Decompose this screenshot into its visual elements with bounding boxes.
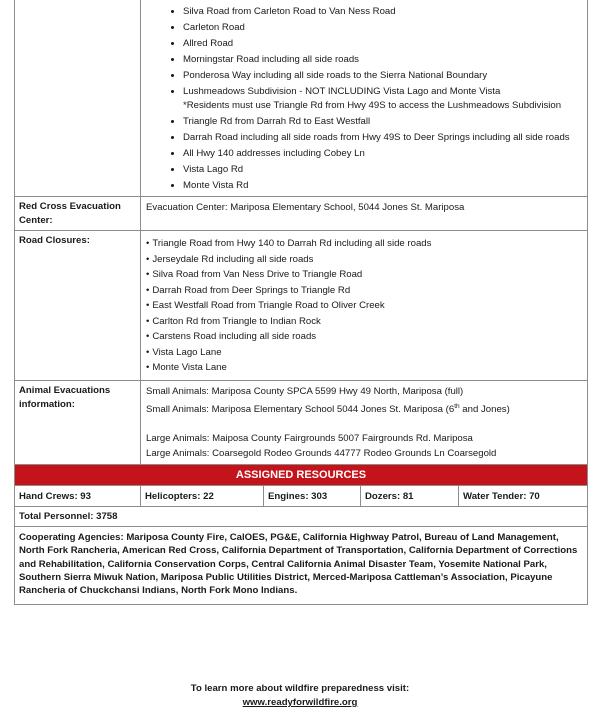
- list-item: • Carlton Rd from Triangle to Indian Rock: [146, 314, 583, 330]
- dozers: Dozers: 81: [361, 486, 459, 506]
- small-animals-school-text: Small Animals: Mariposa Elementary School 5044 Jones St. Mariposa (6: [146, 403, 455, 415]
- fire-incident-page: [14, 0, 588, 605]
- lushmeadows-text: • Lushmeadows Subdivision - NOT INCLUDING Vista Lago and Monte Vista: [183, 86, 501, 97]
- animal-evacuations-row: [15, 381, 587, 465]
- incident-table: [14, 0, 588, 605]
- road-closures-label: Road Closures:: [15, 231, 141, 380]
- evacuation-areas-list: [141, 0, 587, 196]
- list-item: • Allred Road: [183, 36, 587, 52]
- residents-note: *Residents must use Triangle Rd from Hwy 49S to access the Lushmeadows Subdivision: [183, 100, 562, 111]
- total-personnel: Total Personnel: 3758: [15, 507, 587, 527]
- small-animals-school: [146, 399, 583, 417]
- list-item: • Silva Road from Van Ness Drive to Triangle Road: [146, 267, 583, 283]
- list-item: • All Hwy 140 addresses including Cobey Ln: [183, 146, 587, 162]
- small-animals-school-end: and Jones): [459, 403, 510, 415]
- list-item: • Triangle Rd from Darrah Rd to East Westfall: [183, 114, 587, 130]
- list-item: • Carleton Road: [183, 20, 587, 36]
- red-cross-label: Red Cross Evacuation Center:: [15, 197, 141, 230]
- list-item: • Monte Vista Rd: [183, 178, 587, 194]
- cooperating-agencies: Cooperating Agencies: Mariposa County Fire, CalOES, PG&E, California Highway Patrol, Bureau of Land Management, North Fork Rancheria, American Red Cross, California Department of Transportation, California Department of Corrections and Rehabilitation, California Conservation Corps, Central California Animal Disaster Team, Yosemite National Park, Southern Sierra Miwuk Nation, Mariposa Public Utilities District, Merced-Mariposa Cattleman’s Association, Picayune Rancheria of Chuckchansi Indians, North Fork Mono Indians.: [15, 527, 587, 605]
- road-closures-list: [146, 234, 583, 378]
- evacuation-areas-row: [15, 0, 587, 197]
- list-item: • Darrah Road from Deer Springs to Triangle Rd: [146, 283, 583, 299]
- footer: [0, 682, 600, 710]
- list-item: • Triangle Road from Hwy 140 to Darrah Rd including all side roads: [146, 236, 583, 252]
- footer-text: To learn more about wildfire preparedness visit:: [190, 683, 410, 694]
- large-animals-fairgrounds: Large Animals: Maiposa County Fairgrounds 5007 Fairgrounds Rd. Mariposa: [146, 432, 473, 444]
- footer-link[interactable]: www.readyforwildfire.org: [242, 697, 358, 708]
- list-item: • Ponderosa Way including all side roads to the Sierra National Boundary: [183, 68, 587, 84]
- list-item: • Vista Lago Rd: [183, 162, 587, 178]
- list-item: • Jerseydale Rd including all side roads: [146, 252, 583, 268]
- list-item: [183, 84, 587, 114]
- engines: Engines: 303: [264, 486, 361, 506]
- red-cross-row: [15, 197, 587, 231]
- resources-row: [15, 486, 587, 507]
- red-cross-value: Evacuation Center: Mariposa Elementary School, 5044 Jones St. Mariposa: [146, 202, 465, 213]
- evacuation-areas-cell: [141, 0, 587, 196]
- hand-crews: Hand Crews: 93: [15, 486, 141, 506]
- assigned-resources-header: ASSIGNED RESOURCES: [15, 465, 587, 486]
- animal-evacuations-cell: [141, 381, 587, 464]
- list-item: • Carstens Road including all side roads: [146, 329, 583, 345]
- road-closures-cell: [141, 231, 587, 380]
- ordinal-suffix: th: [454, 402, 460, 410]
- animal-evacuations-label: Animal Evacuations information:: [15, 381, 141, 464]
- small-animals-spca: Small Animals: Mariposa County SPCA 5599 Hwy 49 North, Mariposa (full): [146, 385, 464, 397]
- list-item: • Silva Road from Carleton Road to Van Ness Road: [183, 4, 587, 20]
- list-item: • Darrah Road including all side roads from Hwy 49S to Deer Springs including all side roads: [183, 130, 587, 146]
- list-item: • Morningstar Road including all side roads: [183, 52, 587, 68]
- evacuation-areas-label-cell: [15, 0, 141, 196]
- helicopters: Helicopters: 22: [141, 486, 264, 506]
- list-item: • East Westfall Road from Triangle Road to Oliver Creek: [146, 298, 583, 314]
- large-animals-rodeo: Large Animals: Coarsegold Rodeo Grounds 44777 Rodeo Grounds Ln Coarsegold: [146, 447, 497, 459]
- road-closures-row: [15, 231, 587, 381]
- list-item: • Monte Vista Lane: [146, 360, 583, 376]
- list-item: • Vista Lago Lane: [146, 345, 583, 361]
- water-tender: Water Tender: 70: [463, 490, 540, 502]
